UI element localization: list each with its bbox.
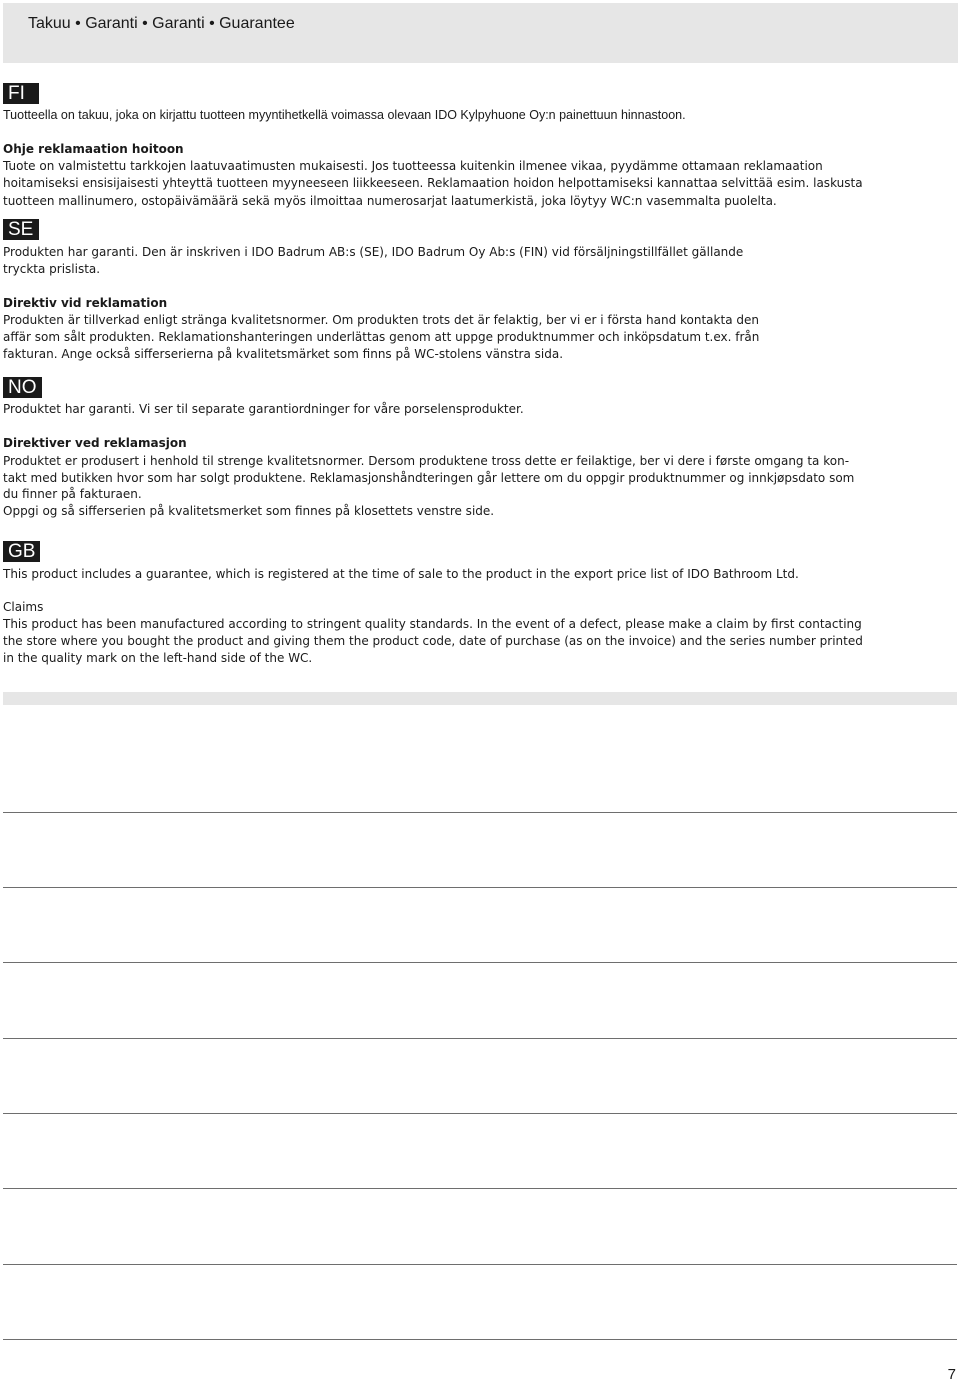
language-badge-gb: GB [3, 541, 40, 562]
fi-heading: Ohje reklamaation hoitoon [3, 142, 184, 156]
no-body-line: du finner på fakturaen. [3, 487, 142, 501]
note-line [3, 1264, 957, 1265]
no-body-line: Produktet er produsert i henhold til strenge kvalitetsnormer. Dersom produktene tross dette er feilaktige, ber vi dere i første omgang ta kon- [3, 454, 850, 468]
note-line [3, 887, 957, 888]
se-body-line: affär som sålt produkten. Reklamationshanteringen underlättas genom att uppge produktnummer och inköpsdatum t.ex. från [3, 330, 760, 344]
se-heading: Direktiv vid reklamation [3, 296, 168, 310]
language-badge-se: SE [3, 219, 39, 240]
no-heading: Direktiver ved reklamasjon [3, 436, 187, 450]
no-body-line: Oppgi og så sifferserien på kvalitetsmerket som finnes på klosettets venstre side. [3, 504, 495, 518]
se-body-line: Produkten är tillverkad enligt stränga kvalitetsnormer. Om produkten trots det är felaktig, ber vi er i första hand kontakta den [3, 313, 759, 327]
gb-body-line: the store where you bought the product and giving them the product code, date of purchase (as on the invoice) and the series number printed [3, 634, 863, 648]
page-number: 7 [947, 1366, 956, 1383]
gb-body-line: in the quality mark on the left-hand side of the WC. [3, 651, 313, 665]
language-badge-no: NO [3, 377, 42, 398]
header-band [3, 3, 958, 63]
se-intro-line: Produkten har garanti. Den är inskriven i IDO Badrum AB:s (SE), IDO Badrum Oy Ab:s (FIN) vid försäljningstillfället gällande [3, 245, 744, 259]
fi-body-line: Tuote on valmistettu tarkkojen laatuvaatimusten mukaisesti. Jos tuotteessa kuitenkin ilmenee vikaa, pyydämme ottamaan reklamaation [3, 159, 823, 173]
gb-body-line: This product has been manufactured according to stringent quality standards. In the event of a defect, please make a claim by first contacting [3, 617, 862, 631]
fi-body-line: tuotteen mallinumero, ostopäivämäärä sekä myös ilmoittaa numerosarjat laatumerkistä, joka löytyy WC:n vasemmalta puolelta. [3, 194, 777, 208]
se-intro-line: tryckta prislista. [3, 262, 101, 276]
no-body-line: takt med butikken hvor som har solgt produktene. Reklamasjonshåndteringen går lettere om du oppgir produktnummer og innkjøpsdato som [3, 471, 855, 485]
note-line [3, 1038, 957, 1039]
gb-intro: This product includes a guarantee, which is registered at the time of sale to the product in the export price list of IDO Bathroom Ltd. [3, 567, 799, 581]
se-body-line: fakturan. Ange också sifferserierna på kvalitetsmärket som finns på WC-stolens vänstra sida. [3, 347, 564, 361]
gb-heading: Claims [3, 600, 44, 614]
no-intro: Produktet har garanti. Vi ser til separate garantiordninger for våre porselensprodukter. [3, 402, 524, 416]
fi-intro: Tuotteella on takuu, joka on kirjattu tuotteen myyntihetkellä voimassa olevaan IDO Kylpyhuone Oy:n painettuun hinnastoon. [3, 108, 686, 122]
note-line [3, 962, 957, 963]
note-line [3, 1339, 957, 1340]
note-line [3, 812, 957, 813]
fi-body-line: hoitamiseksi ensisijaisesti yhteyttä tuotteen myyneeseen liikkeeseen. Reklamaation hoidon helpottamiseksi kannattaa selvittää esim. laskusta [3, 176, 863, 190]
note-line [3, 1188, 957, 1189]
page-title: Takuu • Garanti • Garanti • Guarantee [28, 15, 295, 32]
notes-header-bar [3, 692, 957, 705]
note-line [3, 1113, 957, 1114]
language-badge-fi: FI [3, 83, 39, 104]
